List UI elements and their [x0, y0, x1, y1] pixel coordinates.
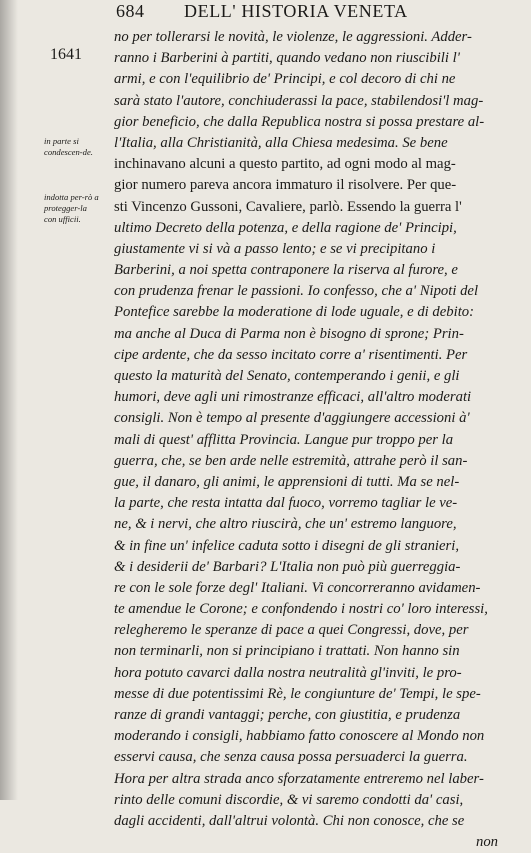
text-line: rinto delle comuni discordie, & vi saremo condotti da' casi,: [114, 791, 464, 808]
text-line: armi, e con l'equilibrio de' Principi, e col decoro di chi ne: [114, 71, 456, 88]
text-line: non terminarli, non si principiano i trattati. Non hanno sin: [114, 643, 460, 660]
page-number: 684: [116, 1, 145, 21]
text-line: questo la maturità del Senato, contemperando i genii, e gli: [114, 368, 460, 384]
text-line: Pontefice sarebbe la moderatione di lode uguale, e di debito:: [114, 304, 475, 321]
text-line: Hora per altra strada anco sforzatamente entreremo nel laber-: [114, 770, 484, 787]
text-line: gue, il danaro, gli animi, le apprensioni di tutti. Ma se nel-: [114, 473, 460, 490]
text-line: relegheremo le speranze di pace a quei Congressi, dove, per: [114, 622, 469, 639]
text-line: messe di due potentissimi Rè, le congiunture de' Tempi, le spe-: [114, 685, 481, 702]
text-line: ma anche al Duca di Parma non è bisogno di sprone; Prin-: [114, 325, 464, 342]
text-line: giustamente vi si và a passo lento; e se vi precipitano i: [114, 240, 436, 257]
text-line: esservi causa, che senza causa possa persuaderci la guerra.: [114, 749, 468, 766]
text-line: guerra, che, se ben arde nelle estremità, attrahe però il san-: [114, 452, 468, 469]
text-line: con prudenza frenar le passioni. Io confesso, che a' Nipoti del: [114, 283, 479, 300]
text-line: humori, deve agli uni rimostranze efficaci, all'altro moderati: [114, 389, 472, 406]
text-line: non: [475, 834, 498, 851]
text-line: moderando i consigli, habbiamo fatto conoscere al Mondo non: [114, 728, 485, 745]
text-line: la parte, che resta intatta dal fuoco, vorremo tagliar le ve-: [114, 495, 458, 512]
text-line: no per tollerarsi le novità, le violenze, le aggressioni. Adder-: [114, 29, 472, 45]
margin-note: in parte si condescen-de.: [44, 136, 93, 157]
text-line: dagli accidenti, dall'altrui volontà. Chi non conosce, che se: [114, 812, 465, 829]
margin-note: indotta per-rò a protegger-la con ufficii.: [44, 192, 99, 224]
text-line: l'Italia, alla Christianità, alla Chiesa medesima. Se bene: [114, 134, 448, 151]
text-line: cipe ardente, che da sesso incitato corre a' risentimenti. Per: [114, 346, 468, 363]
text-line: ne, & i nervi, che altro riuscirà, che un' estremo languore,: [114, 516, 457, 533]
text-line: consigli. Non è tempo al presente d'aggiungere accessioni à': [114, 410, 470, 427]
text-line: & i desiderii de' Barbari? L'Italia non può più guerreggia-: [114, 558, 461, 575]
margin-year: 1641: [50, 46, 82, 63]
text-line: ranno i Barberini à partiti, quando vedano non riuscibili l': [114, 50, 460, 67]
text-line: & in fine un' infelice caduta sotto i disegni de gli stranieri,: [114, 537, 459, 554]
text-line: inchinavano alcuni a questo partito, ad ogni modo al mag-: [114, 156, 456, 173]
text-line: Barberini, a noi spetta contraponere la riserva al furore, e: [114, 262, 458, 279]
text-line: hora potuto cavarci dalla nostra neutralità gl'inviti, le pro-: [114, 664, 462, 681]
text-line: re con le sole forze degl' Italiani. Vi concorreranno avidamen-: [114, 579, 481, 596]
text-line: sti Vincenzo Gussoni, Cavaliere, parlò. Essendo la guerra l': [114, 198, 462, 215]
running-title: DELL' HISTORIA VENETA: [184, 1, 408, 21]
body-text: [114, 27, 498, 853]
text-line: ultimo Decreto della potenza, e della ragione de' Principi,: [114, 219, 457, 236]
text-line: mali di quest' afflitta Provincia. Langue pur troppo per la: [114, 431, 454, 448]
text-line: te amendue le Corone; e confondendo i nostri co' loro interessi,: [114, 601, 488, 618]
text-line: gior beneficio, che dalla Republica nostra si possa prestare al-: [114, 113, 485, 130]
text-line: sarà stato l'autore, conchiuderassi la pace, stabilendosi'l mag-: [114, 92, 484, 109]
text-line: gior numero pareva ancora immaturo il risolvere. Per que-: [114, 177, 457, 194]
text-line: ranze di grandi vantaggi; perche, con giustitia, e prudenza: [114, 707, 461, 723]
running-header: [100, 1, 520, 25]
